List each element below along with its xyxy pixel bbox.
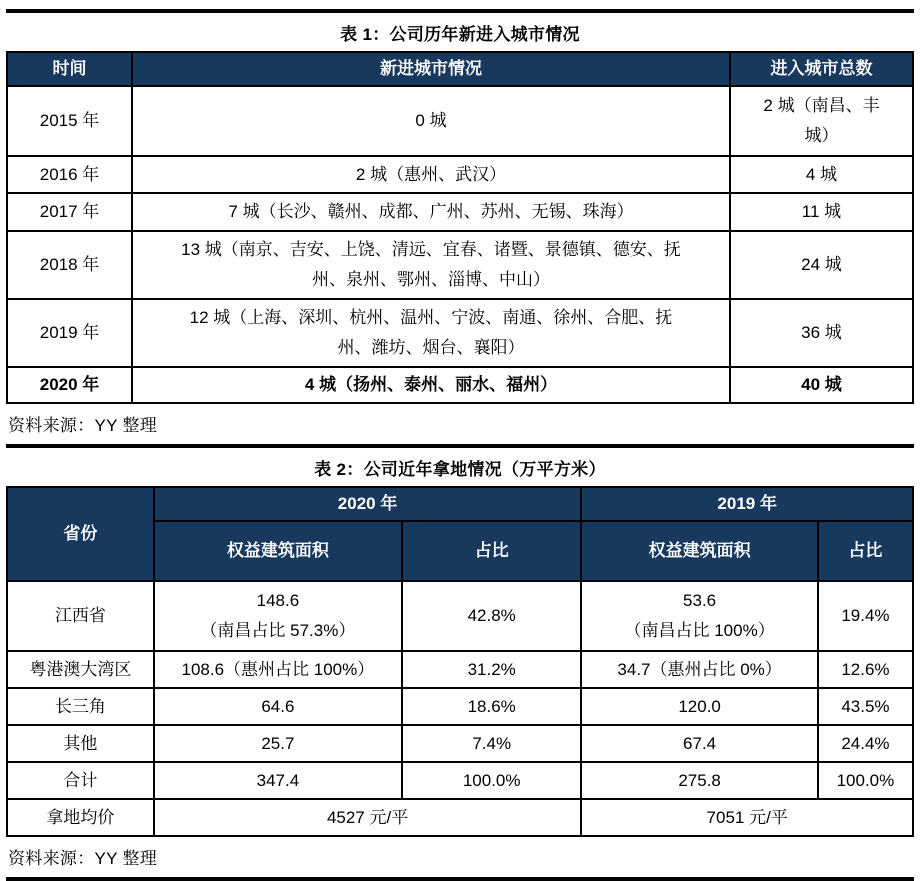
table1-title: 表 1：公司历年新进入城市情况: [340, 25, 580, 44]
cell-share-2019: 43.5%: [818, 688, 913, 725]
cell-total: 36 城: [730, 299, 913, 367]
cell-gfa-2019: 67.4: [581, 725, 817, 762]
gfa-note: （南昌占比 100%）: [624, 621, 775, 640]
cell-share-2019: 19.4%: [818, 581, 913, 651]
cell-avg-price-2019: 7051 元/平: [581, 799, 913, 836]
table2-header-gfa-2019: 权益建筑面积: [581, 521, 817, 581]
table2-header-year-2019: 2019 年: [581, 487, 913, 521]
cell-new-cities: [132, 299, 730, 367]
table1-row-2018: [7, 231, 913, 299]
table1-row-2015: [7, 86, 913, 156]
table2-row-avg-land-price: [7, 799, 913, 836]
cell-time: 2019 年: [7, 299, 132, 367]
table1-header-total: 进入城市总数: [730, 52, 913, 86]
table1-source-note: 资料来源：YY 整理: [8, 416, 158, 435]
cell-new-cities: 0 城: [132, 86, 730, 156]
cell-new-cities-text: 12 城（上海、深圳、杭州、温州、宁波、南通、徐州、合肥、抚州、潍坊、烟台、襄阳）: [189, 308, 673, 357]
bottom-rule: [6, 877, 914, 881]
table1-header-row: [7, 52, 913, 86]
cell-new-cities: [132, 231, 730, 299]
cell-province: 合计: [7, 762, 154, 799]
cell-new-cities: 7 城（长沙、赣州、成都、广州、苏州、无锡、珠海）: [132, 193, 730, 231]
cell-gfa-2020: 108.6（惠州占比 100%）: [154, 651, 402, 688]
cell-time: 2018 年: [7, 231, 132, 299]
cell-gfa-2020: [154, 581, 402, 651]
cell-total: 40 城: [730, 367, 913, 403]
cell-gfa-2019: 120.0: [581, 688, 817, 725]
cell-total: 11 城: [730, 193, 913, 231]
cell-province: 长三角: [7, 688, 154, 725]
cell-time: 2020 年: [7, 367, 132, 403]
cell-total: [730, 86, 913, 156]
cell-new-cities: 4 城（扬州、泰州、丽水、福州）: [132, 367, 730, 403]
table2-row-greater-bay-area: [7, 651, 913, 688]
table2-header-share-2020: 占比: [402, 521, 581, 581]
cell-gfa-2019: [581, 581, 817, 651]
cell-share-2020: 18.6%: [402, 688, 581, 725]
gfa-value: 148.6: [256, 591, 300, 610]
table2-row-other: [7, 725, 913, 762]
cell-province: 粤港澳大湾区: [7, 651, 154, 688]
cell-gfa-2020: 347.4: [154, 762, 402, 799]
table2-header-year-2020: 2020 年: [154, 487, 582, 521]
table2-row-jiangxi: [7, 581, 913, 651]
table1-header-time: 时间: [7, 52, 132, 86]
table2-header-row-years: [7, 487, 913, 521]
table2-row-total: [7, 762, 913, 799]
table2-row-yangtze-delta: [7, 688, 913, 725]
cell-avg-price-label: 拿地均价: [7, 799, 154, 836]
cell-province: 其他: [7, 725, 154, 762]
table1-row-2017: [7, 193, 913, 231]
cell-new-cities-text: 13 城（南京、吉安、上饶、清远、宜春、诸暨、景德镇、德安、抚州、泉州、鄂州、淄博、中山）: [181, 240, 681, 289]
cell-share-2019: 12.6%: [818, 651, 913, 688]
table2-source-note: 资料来源：YY 整理: [8, 849, 158, 868]
table2-land-acquisition: [6, 486, 914, 837]
cell-share-2019: 100.0%: [818, 762, 913, 799]
cell-share-2020: 31.2%: [402, 651, 581, 688]
cell-avg-price-2020: 4527 元/平: [154, 799, 582, 836]
table1-row-2016: [7, 156, 913, 193]
cell-time: 2017 年: [7, 193, 132, 231]
cell-total-text: 2 城（南昌、丰城）: [763, 96, 880, 145]
cell-province: 江西省: [7, 581, 154, 651]
cell-share-2020: 42.8%: [402, 581, 581, 651]
table2-header-province: 省份: [7, 487, 154, 581]
cell-gfa-2019: 34.7（惠州占比 0%）: [581, 651, 817, 688]
cell-total: 24 城: [730, 231, 913, 299]
cell-share-2020: 7.4%: [402, 725, 581, 762]
table1-row-2020: [7, 367, 913, 403]
document-page: [0, 9, 920, 881]
table1-header-new-cities: 新进城市情况: [132, 52, 730, 86]
table2-header-share-2019: 占比: [818, 521, 913, 581]
table1-row-2019: [7, 299, 913, 367]
cell-total: 4 城: [730, 156, 913, 193]
cell-new-cities: 2 城（惠州、武汉）: [132, 156, 730, 193]
table2-header-gfa-2020: 权益建筑面积: [154, 521, 402, 581]
gfa-note: （南昌占比 57.3%）: [200, 621, 356, 640]
cell-share-2020: 100.0%: [402, 762, 581, 799]
cell-share-2019: 24.4%: [818, 725, 913, 762]
gfa-value: 53.6: [683, 591, 717, 610]
table2-title: 表 2：公司近年拿地情况（万平方米）: [314, 460, 606, 479]
cell-time: 2016 年: [7, 156, 132, 193]
cell-gfa-2019: 275.8: [581, 762, 817, 799]
cell-gfa-2020: 64.6: [154, 688, 402, 725]
cell-gfa-2020: 25.7: [154, 725, 402, 762]
cell-time: 2015 年: [7, 86, 132, 156]
table1-new-cities: [6, 51, 914, 404]
